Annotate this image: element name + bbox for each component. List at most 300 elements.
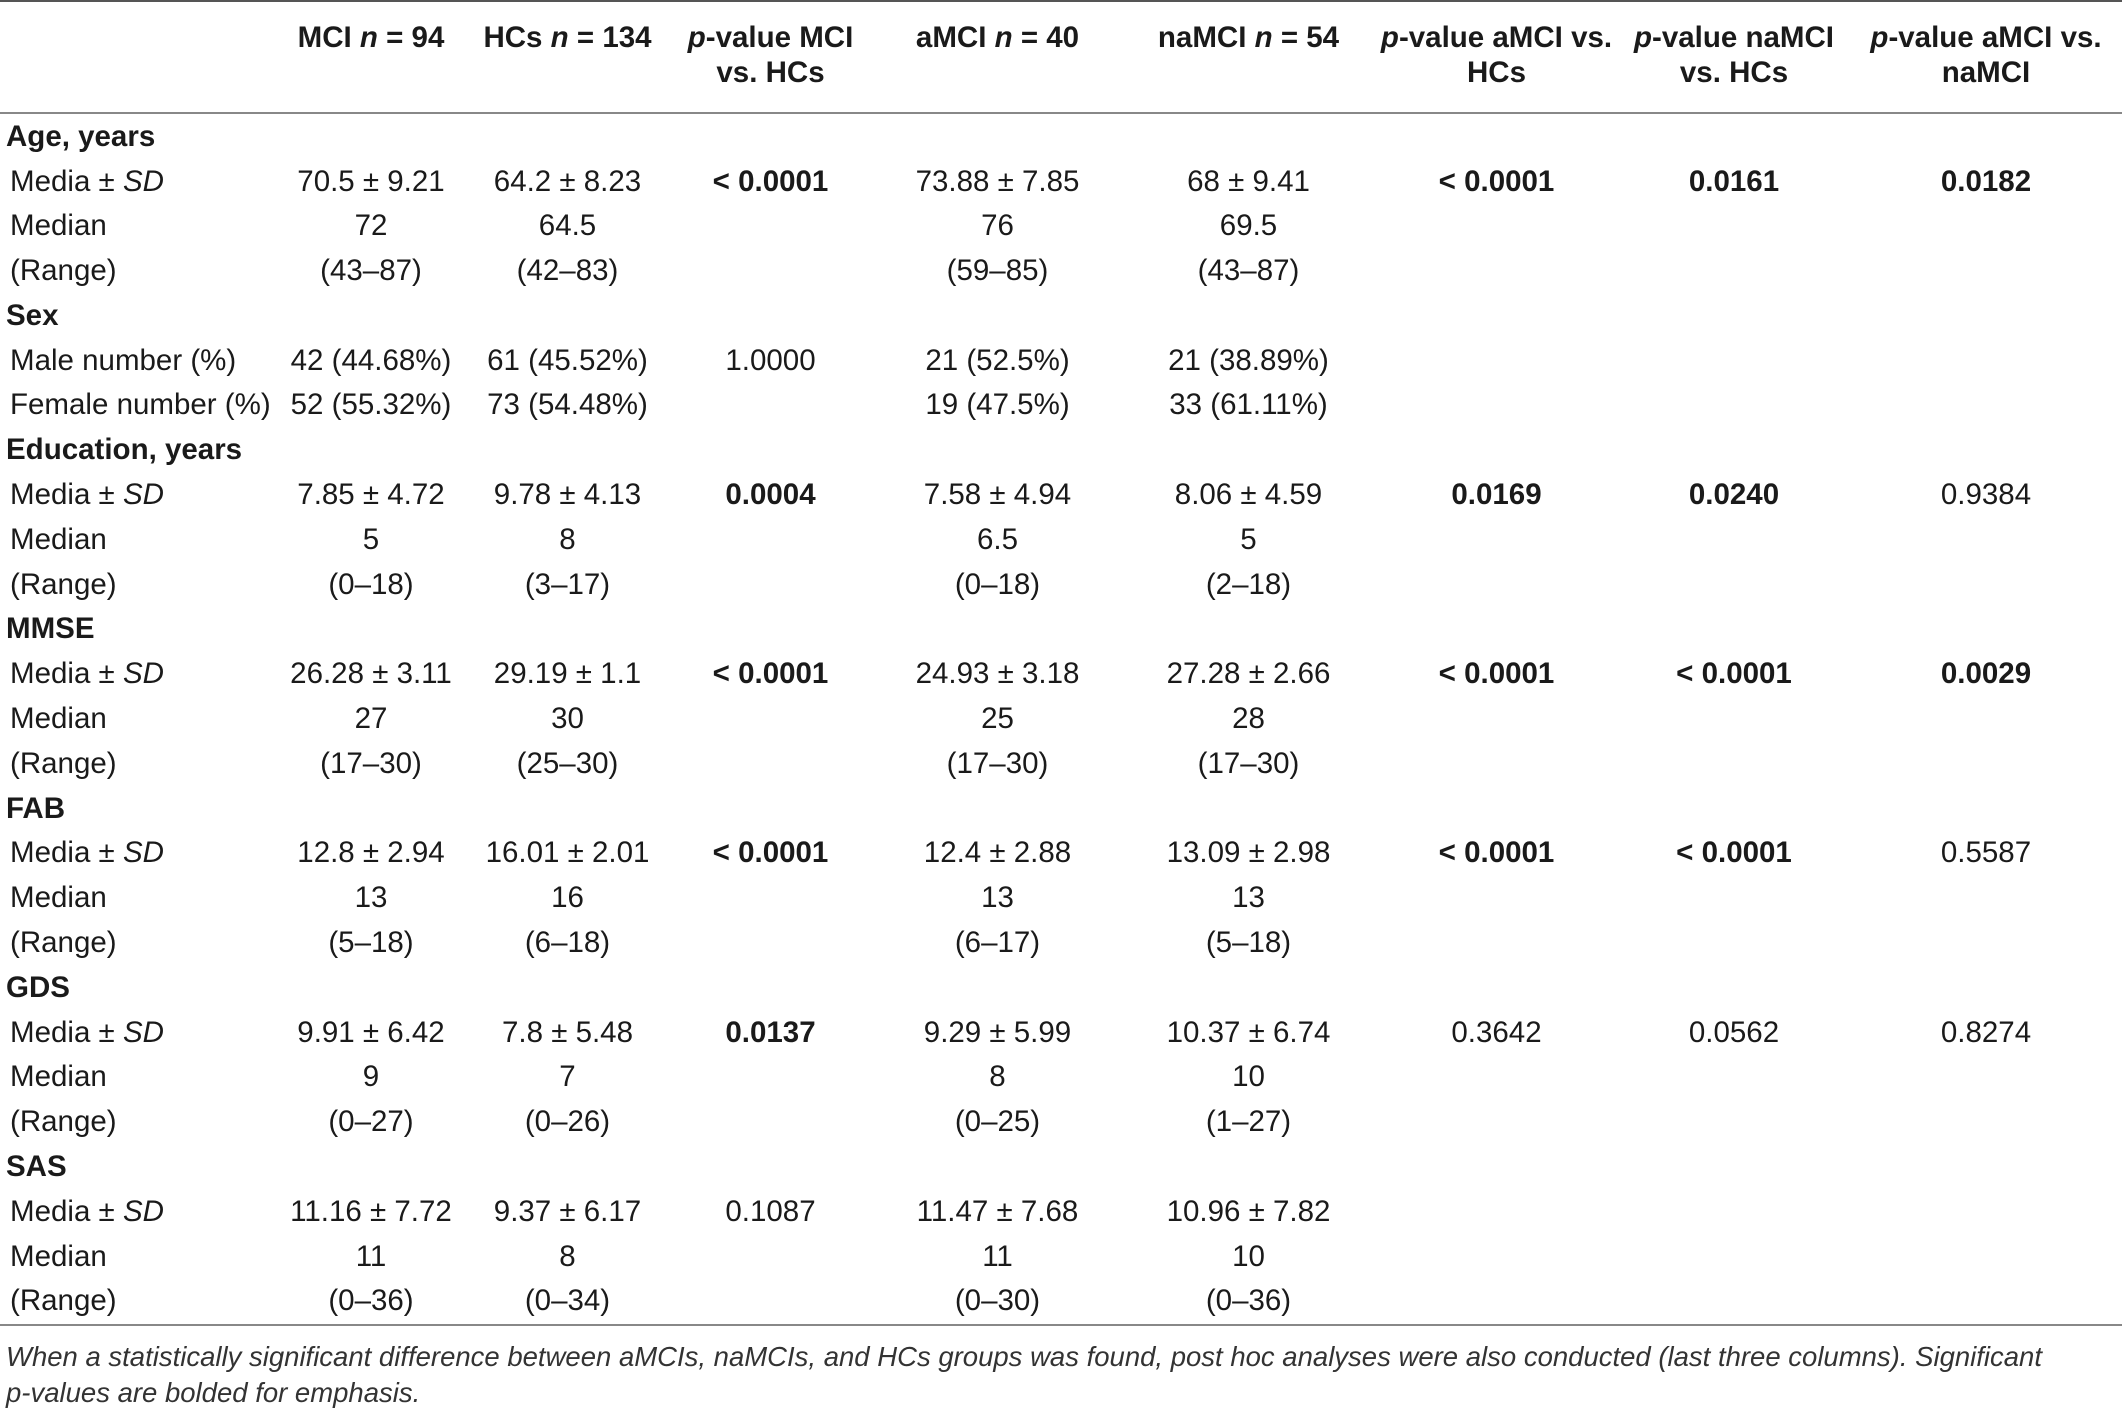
value-cell: 9.91 ± 6.42 xyxy=(297,1015,445,1049)
value-cell: 42 (44.68%) xyxy=(290,343,452,377)
p-value-cell: 0.0137 xyxy=(725,1015,816,1049)
value-cell: (0–34) xyxy=(467,1279,668,1325)
table-row xyxy=(0,517,2122,562)
column-header-post: -value naMCI vs. HCs xyxy=(1652,21,1834,90)
column-header-italic: p xyxy=(1870,21,1889,54)
row-label-text: Median xyxy=(10,702,107,736)
empty-cell xyxy=(1618,428,1850,473)
value-cell: 11.47 ± 7.68 xyxy=(916,1194,1079,1228)
section-title: Age, years xyxy=(6,119,156,153)
column-header xyxy=(1122,8,1375,113)
value-cell: 16 xyxy=(551,881,584,915)
value-cell: (6–17) xyxy=(954,926,1041,960)
empty-cell xyxy=(1850,428,2122,473)
row-label xyxy=(0,517,275,562)
empty-cell xyxy=(275,965,467,1010)
empty-cell xyxy=(668,428,873,473)
p-value-cell xyxy=(668,1055,873,1100)
empty-cell xyxy=(1122,1144,1375,1189)
row-label-text: (Range) xyxy=(10,1284,117,1318)
p-value-cell xyxy=(1618,1279,1850,1325)
value-cell: 13.09 ± 2.98 xyxy=(1166,836,1331,870)
value-cell: 7 xyxy=(559,1060,576,1094)
empty-cell xyxy=(1122,607,1375,652)
value-cell: (17–30) xyxy=(320,746,422,780)
p-value-cell xyxy=(1375,248,1618,293)
section-header-row xyxy=(0,1144,2122,1189)
p-value-cell xyxy=(1375,741,1618,786)
p-value-cell: 0.0562 xyxy=(1688,1015,1780,1049)
empty-cell xyxy=(467,1144,668,1189)
p-value-cell xyxy=(1375,1189,1618,1234)
empty-cell xyxy=(668,786,873,831)
empty-cell xyxy=(467,965,668,1010)
p-value-cell xyxy=(668,1234,873,1279)
empty-cell xyxy=(1850,1144,2122,1189)
value-cell: 52 (55.32%) xyxy=(290,388,452,422)
value-cell: (0–27) xyxy=(328,1105,414,1139)
table-row xyxy=(0,248,2122,293)
p-value-cell xyxy=(1850,1100,2122,1145)
table-row xyxy=(0,1055,2122,1100)
value-cell: (2–18) xyxy=(1205,567,1292,601)
top-rule xyxy=(0,0,2122,2)
value-cell: 61 (45.52%) xyxy=(487,343,648,377)
value-cell: 13 xyxy=(354,881,388,915)
value-cell: 24.93 ± 3.18 xyxy=(915,657,1080,691)
p-value-cell xyxy=(1618,338,1850,383)
value-cell: (42–83) xyxy=(516,254,619,288)
p-value-cell xyxy=(1618,204,1850,249)
value-cell: (5–18) xyxy=(1205,926,1292,960)
value-cell: 76 xyxy=(981,209,1014,243)
value-cell: 33 (61.11%) xyxy=(1169,388,1328,422)
value-cell: (0–36) xyxy=(1122,1279,1375,1325)
value-cell: 9.37 ± 6.17 xyxy=(493,1194,642,1228)
section-header-row xyxy=(0,293,2122,338)
value-cell: 9 xyxy=(362,1060,380,1094)
empty-cell xyxy=(873,607,1122,652)
column-header-italic: p xyxy=(1380,21,1399,54)
empty-cell xyxy=(1850,786,2122,831)
value-cell: (0–25) xyxy=(954,1105,1041,1139)
row-label-text: (Range) xyxy=(10,254,117,288)
table-row xyxy=(0,383,2122,428)
empty-cell xyxy=(1122,293,1375,338)
value-cell: (17–30) xyxy=(1197,746,1300,780)
p-value-cell xyxy=(1850,1189,2122,1234)
row-label-sd: SD xyxy=(122,836,164,870)
footnote-p-italic: p xyxy=(6,1376,22,1408)
empty-cell xyxy=(668,293,873,338)
table-row xyxy=(0,1234,2122,1279)
empty-cell xyxy=(873,1144,1122,1189)
p-value-cell xyxy=(1375,1100,1618,1145)
value-cell: 10 xyxy=(1232,1060,1265,1094)
p-value-cell: 0.9384 xyxy=(1940,478,2032,512)
p-value-cell: < 0.0001 xyxy=(1676,836,1792,870)
p-value-cell xyxy=(1850,517,2122,562)
section-title: MMSE xyxy=(6,612,95,646)
empty-cell xyxy=(1122,113,1375,159)
value-cell: 7.85 ± 4.72 xyxy=(297,478,445,512)
empty-cell xyxy=(1850,113,2122,159)
section-header-row xyxy=(0,786,2122,831)
column-header xyxy=(1850,8,2122,113)
row-label xyxy=(0,1055,275,1100)
column-header-post: -value MCI vs. HCs xyxy=(705,21,854,90)
table-row xyxy=(0,159,2122,204)
value-cell: 29.19 ± 1.1 xyxy=(493,657,642,691)
p-value-cell xyxy=(1850,741,2122,786)
table-row xyxy=(0,1100,2122,1145)
p-value-cell xyxy=(1850,383,2122,428)
table-row xyxy=(0,876,2122,921)
row-label-text: Median xyxy=(10,1060,107,1094)
p-value-cell xyxy=(1850,204,2122,249)
column-header xyxy=(0,8,275,113)
p-value-cell xyxy=(668,248,873,293)
section-header-row xyxy=(0,965,2122,1010)
p-value-cell xyxy=(1375,876,1618,921)
column-header-pre: aMCI xyxy=(915,21,995,54)
section-title: Education, years xyxy=(6,433,243,467)
column-header-pre: MCI xyxy=(297,21,360,54)
empty-cell xyxy=(467,293,668,338)
p-value-cell xyxy=(1375,383,1618,428)
p-value-cell xyxy=(668,562,873,607)
row-label xyxy=(0,472,275,517)
p-value-cell xyxy=(668,204,873,249)
row-label-sd: SD xyxy=(122,164,164,198)
p-value-cell xyxy=(1850,920,2122,965)
value-cell: 12.4 ± 2.88 xyxy=(923,836,1072,870)
value-cell: 8 xyxy=(559,1239,576,1273)
row-label-sd: SD xyxy=(122,478,164,512)
p-value-cell xyxy=(668,876,873,921)
column-header-post: = 40 xyxy=(1012,21,1080,54)
section-header-row xyxy=(0,113,2122,159)
row-label xyxy=(0,1010,275,1055)
empty-cell xyxy=(873,786,1122,831)
table-row xyxy=(0,338,2122,383)
column-header-post: = 94 xyxy=(377,21,445,54)
value-cell: 73 (54.48%) xyxy=(487,388,648,422)
empty-cell xyxy=(873,428,1122,473)
column-header-italic: n xyxy=(1254,21,1273,54)
empty-cell xyxy=(1375,1144,1618,1189)
p-value-cell xyxy=(1375,1279,1618,1325)
column-header xyxy=(467,8,668,113)
p-value-cell xyxy=(668,1100,873,1145)
value-cell: 9.78 ± 4.13 xyxy=(493,478,642,512)
value-cell: 64.5 xyxy=(538,209,597,243)
p-value-cell xyxy=(1850,696,2122,741)
value-cell: 27.28 ± 2.66 xyxy=(1166,657,1331,691)
p-value-cell: 0.0161 xyxy=(1688,164,1780,198)
section-header-row xyxy=(0,607,2122,652)
value-cell: (0–26) xyxy=(524,1105,611,1139)
p-value-cell: < 0.0001 xyxy=(712,164,829,198)
column-header-italic: n xyxy=(359,21,378,54)
empty-cell xyxy=(275,1144,467,1189)
value-cell: 26.28 ± 3.11 xyxy=(290,657,452,691)
row-label xyxy=(0,696,275,741)
value-cell: 8 xyxy=(989,1060,1006,1094)
empty-cell xyxy=(668,607,873,652)
value-cell: 21 (52.5%) xyxy=(925,343,1070,377)
column-header-post: = 54 xyxy=(1272,21,1340,54)
value-cell: 72 xyxy=(354,209,388,243)
section-title: GDS xyxy=(6,970,70,1004)
p-value-cell xyxy=(1618,562,1850,607)
value-cell: (25–30) xyxy=(516,746,619,780)
value-cell: 69.5 xyxy=(1219,209,1278,243)
p-value-cell: 0.5587 xyxy=(1940,836,2032,870)
empty-cell xyxy=(1850,293,2122,338)
empty-cell xyxy=(1375,293,1618,338)
row-label xyxy=(0,248,275,293)
empty-cell xyxy=(1850,965,2122,1010)
value-cell: 9.29 ± 5.99 xyxy=(923,1015,1072,1049)
table-row xyxy=(0,472,2122,517)
value-cell: 5 xyxy=(362,522,380,556)
section-title: Sex xyxy=(6,298,59,332)
p-value-cell xyxy=(668,696,873,741)
p-value-cell xyxy=(1375,517,1618,562)
value-cell: 7.58 ± 4.94 xyxy=(923,478,1072,512)
empty-cell xyxy=(1122,428,1375,473)
p-value-cell xyxy=(1618,696,1850,741)
value-cell: 30 xyxy=(551,702,584,736)
p-value-cell xyxy=(668,741,873,786)
empty-cell xyxy=(1618,113,1850,159)
p-value-cell xyxy=(1850,876,2122,921)
row-label-text: Media ± xyxy=(10,164,123,198)
p-value-cell xyxy=(1618,920,1850,965)
p-value-cell: < 0.0001 xyxy=(1676,657,1792,691)
value-cell: 5 xyxy=(1240,522,1257,556)
column-header-italic: p xyxy=(1634,21,1653,54)
p-value-cell: 0.0240 xyxy=(1688,478,1780,512)
value-cell: (59–85) xyxy=(946,254,1049,288)
table-header xyxy=(0,8,2122,113)
p-value-cell: 0.0182 xyxy=(1940,164,2032,198)
section-header-row xyxy=(0,428,2122,473)
value-cell: (43–87) xyxy=(320,254,422,288)
row-label-text: Media ± xyxy=(10,1194,123,1228)
row-label xyxy=(0,1189,275,1234)
empty-cell xyxy=(873,113,1122,159)
value-cell: 73.88 ± 7.85 xyxy=(915,164,1080,198)
empty-cell xyxy=(275,428,467,473)
empty-cell xyxy=(275,113,467,159)
p-value-cell xyxy=(1850,1234,2122,1279)
column-header xyxy=(668,8,873,113)
p-value-cell xyxy=(1375,1234,1618,1279)
p-value-cell xyxy=(668,920,873,965)
empty-cell xyxy=(1122,965,1375,1010)
value-cell: 8.06 ± 4.59 xyxy=(1174,478,1323,512)
value-cell: (17–30) xyxy=(946,746,1049,780)
table-row xyxy=(0,562,2122,607)
row-label xyxy=(0,876,275,921)
footnote-line-1: When a statistically significant difference between aMCIs, naMCIs, and HCs groups was found, post hoc analyses were also conducted (last three columns). Significant xyxy=(6,1341,2042,1372)
row-label xyxy=(0,1100,275,1145)
p-value-cell xyxy=(1618,876,1850,921)
table-row xyxy=(0,204,2122,249)
value-cell: 12.8 ± 2.94 xyxy=(297,836,445,870)
value-cell: 10.96 ± 7.82 xyxy=(1166,1194,1331,1228)
value-cell: 64.2 ± 8.23 xyxy=(493,164,642,198)
value-cell: (0–30) xyxy=(873,1279,1122,1325)
p-value-cell xyxy=(1618,1100,1850,1145)
row-label xyxy=(0,159,275,204)
p-value-cell xyxy=(1850,1055,2122,1100)
demographics-table xyxy=(0,8,2122,1326)
empty-cell xyxy=(467,113,668,159)
row-label-text: (Range) xyxy=(10,926,117,960)
empty-cell xyxy=(275,786,467,831)
p-value-cell xyxy=(668,1279,873,1325)
column-header-pre: HCs xyxy=(483,21,551,54)
column-header xyxy=(275,8,467,113)
empty-cell xyxy=(1375,428,1618,473)
p-value-cell: < 0.0001 xyxy=(1438,836,1555,870)
row-label-text: Media ± xyxy=(10,1015,123,1049)
row-label-text: Media ± xyxy=(10,478,123,512)
empty-cell xyxy=(668,1144,873,1189)
empty-cell xyxy=(668,113,873,159)
empty-cell xyxy=(467,607,668,652)
p-value-cell xyxy=(1375,920,1618,965)
row-label-sd: SD xyxy=(122,1015,164,1049)
p-value-cell xyxy=(1618,517,1850,562)
column-header-italic: n xyxy=(994,21,1013,54)
empty-cell xyxy=(873,965,1122,1010)
value-cell: 19 (47.5%) xyxy=(925,388,1070,422)
empty-cell xyxy=(275,293,467,338)
row-label-text: Female number (%) xyxy=(10,388,271,422)
table-row xyxy=(0,920,2122,965)
p-value-cell xyxy=(1375,562,1618,607)
p-value-cell: 1.0000 xyxy=(725,343,816,377)
row-label-sd: SD xyxy=(122,1194,164,1228)
table-row xyxy=(0,1279,2122,1325)
p-value-cell xyxy=(1618,741,1850,786)
p-value-cell: 0.3642 xyxy=(1451,1015,1542,1049)
p-value-cell xyxy=(1618,383,1850,428)
p-value-cell: < 0.0001 xyxy=(712,657,829,691)
value-cell: 21 (38.89%) xyxy=(1168,343,1329,377)
footnote-line-2: -values are bolded for emphasis. xyxy=(21,1376,421,1408)
p-value-cell: < 0.0001 xyxy=(712,836,829,870)
empty-cell xyxy=(1618,1144,1850,1189)
row-label xyxy=(0,383,275,428)
header-row xyxy=(0,8,2122,113)
row-label-text: (Range) xyxy=(10,567,117,601)
row-label-text: Male number (%) xyxy=(10,343,237,377)
empty-cell xyxy=(1618,965,1850,1010)
empty-cell xyxy=(1618,786,1850,831)
p-value-cell xyxy=(1375,1055,1618,1100)
value-cell: 10 xyxy=(1232,1239,1265,1273)
p-value-cell: 0.0004 xyxy=(725,478,816,512)
row-label-text: (Range) xyxy=(10,1105,117,1139)
empty-cell xyxy=(1375,607,1618,652)
column-header xyxy=(1618,8,1850,113)
p-value-cell xyxy=(1618,1234,1850,1279)
value-cell: (0–18) xyxy=(954,567,1041,601)
value-cell: 8 xyxy=(559,522,576,556)
row-label xyxy=(0,1279,275,1325)
section-title: SAS xyxy=(6,1150,67,1184)
row-label xyxy=(0,338,275,383)
row-label xyxy=(0,831,275,876)
table-row xyxy=(0,831,2122,876)
p-value-cell: 0.0029 xyxy=(1940,657,2032,691)
column-header-post: = 134 xyxy=(568,21,652,54)
value-cell: 10.37 ± 6.74 xyxy=(1166,1015,1331,1049)
empty-cell xyxy=(1618,607,1850,652)
value-cell: 27 xyxy=(354,702,388,736)
row-label-text: Median xyxy=(10,209,107,243)
column-header-italic: n xyxy=(550,21,569,54)
empty-cell xyxy=(1122,786,1375,831)
p-value-cell xyxy=(1850,338,2122,383)
value-cell: 28 xyxy=(1232,702,1265,736)
value-cell: 7.8 ± 5.48 xyxy=(501,1015,633,1049)
column-header xyxy=(873,8,1122,113)
value-cell: 13 xyxy=(981,881,1014,915)
p-value-cell: 0.8274 xyxy=(1940,1015,2032,1049)
row-label xyxy=(0,920,275,965)
value-cell: 16.01 ± 2.01 xyxy=(485,836,650,870)
table-row xyxy=(0,652,2122,697)
section-title: FAB xyxy=(6,791,65,825)
column-header-italic: p xyxy=(687,21,706,54)
row-label-text: Media ± xyxy=(10,657,123,691)
column-header-post: -value aMCI vs. naMCI xyxy=(1888,21,2102,90)
p-value-cell xyxy=(1618,1055,1850,1100)
row-label xyxy=(0,562,275,607)
p-value-cell: < 0.0001 xyxy=(1438,657,1555,691)
value-cell: 11 xyxy=(355,1239,387,1273)
value-cell: 68 ± 9.41 xyxy=(1187,164,1310,198)
value-cell: (43–87) xyxy=(1197,254,1300,288)
empty-cell xyxy=(1375,965,1618,1010)
empty-cell xyxy=(275,607,467,652)
p-value-cell xyxy=(1850,1279,2122,1325)
empty-cell xyxy=(1618,293,1850,338)
row-label-text: Media ± xyxy=(10,836,123,870)
value-cell: (1–27) xyxy=(1205,1105,1292,1139)
p-value-cell xyxy=(1618,1189,1850,1234)
row-label-text: Median xyxy=(10,522,107,556)
row-label-text: (Range) xyxy=(10,746,117,780)
value-cell: 6.5 xyxy=(976,522,1018,556)
row-label-text: Median xyxy=(10,881,107,915)
table-row xyxy=(0,696,2122,741)
p-value-cell: < 0.0001 xyxy=(1438,164,1555,198)
p-value-cell xyxy=(1850,248,2122,293)
table-row xyxy=(0,1189,2122,1234)
value-cell: (0–36) xyxy=(275,1279,467,1325)
row-label-text: Median xyxy=(10,1239,107,1273)
row-label xyxy=(0,1234,275,1279)
value-cell: (6–18) xyxy=(524,926,611,960)
empty-cell xyxy=(467,786,668,831)
